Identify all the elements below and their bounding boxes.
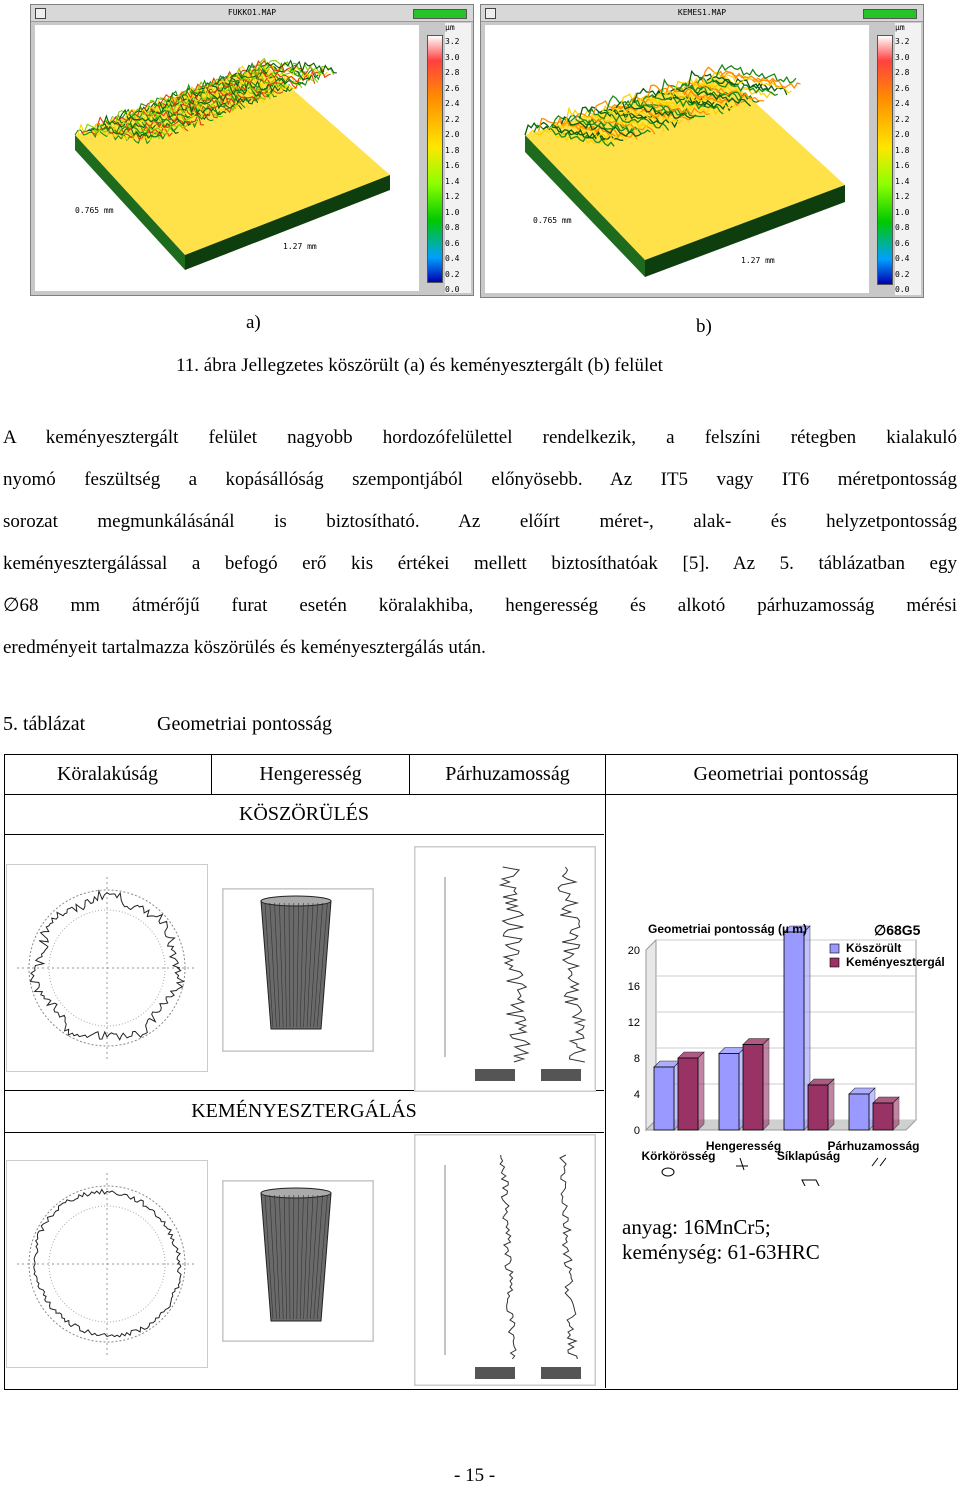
scale-tick: 0.2	[445, 270, 459, 279]
roundness-plot-ground	[6, 864, 208, 1072]
system-menu-icon[interactable]	[35, 8, 46, 19]
window-title-bar	[481, 5, 923, 22]
bar-1-0	[678, 1058, 698, 1130]
paragraph-line: eredményeit tartalmazza köszörülés és keményesztergálás után.	[3, 627, 957, 669]
bar-side	[698, 1052, 704, 1130]
table-title: Geometriai pontosság	[157, 713, 332, 736]
scale-tick: 3.2	[895, 37, 909, 46]
scale-tick: 2.0	[445, 130, 459, 139]
dim-depth-label: 0.765 mm	[533, 216, 572, 225]
page-number: - 15 -	[454, 1465, 495, 1487]
scale-tick: 1.4	[895, 177, 909, 186]
bar-side	[893, 1097, 899, 1130]
cylindricity-plot-ground	[222, 888, 374, 1052]
bar-1-1	[743, 1045, 763, 1131]
y-tick-label: 16	[628, 981, 640, 993]
section-grinding: KÖSZÖRÜLÉS	[4, 795, 604, 833]
scale-tick: 1.2	[895, 192, 909, 201]
scale-unit: µm	[895, 23, 905, 32]
scale-tick: 1.8	[895, 146, 909, 155]
scale-labels	[445, 23, 471, 293]
geometric-accuracy-chart	[608, 916, 954, 1186]
paragraph-line: nyomó feszültség a kopásállóság szempontjából előnyösebb. Az IT5 vagy IT6 méretpontosság	[3, 459, 957, 501]
y-tick-label: 8	[634, 1053, 640, 1065]
section-hard-turning: KEMÉNYESZTERGÁLÁS	[4, 1092, 604, 1130]
scale-tick: 2.6	[895, 84, 909, 93]
scale-tick: 2.2	[445, 115, 459, 124]
body-paragraph	[3, 417, 957, 669]
legend-label: Köszörült	[846, 941, 901, 955]
bar-0-1	[719, 1054, 739, 1131]
scale-tick: 0.6	[445, 239, 459, 248]
flatness-symbol-icon	[802, 1180, 820, 1186]
roundness-symbol-icon	[662, 1168, 674, 1176]
x-category-label: Párhuzamosság	[827, 1139, 919, 1153]
scale-tick: 0.8	[445, 223, 459, 232]
system-menu-icon[interactable]	[485, 8, 496, 19]
parallelism-plot-ground	[414, 846, 596, 1092]
label-a: a)	[246, 312, 261, 334]
hardness-line: keménység: 61-63HRC	[622, 1240, 820, 1265]
scale-tick: 2.8	[895, 68, 909, 77]
y-tick-label: 12	[628, 1017, 640, 1029]
window-title: KEMES1.MAP	[678, 8, 726, 17]
scale-tick: 0.4	[445, 254, 459, 263]
scale-tick: 1.6	[895, 161, 909, 170]
figure-caption: 11. ábra Jellegzetes köszörült (a) és keményesztergált (b) felület	[176, 355, 663, 377]
scale-tick: 1.2	[445, 192, 459, 201]
scale-tick: 2.6	[445, 84, 459, 93]
row-divider	[4, 834, 604, 835]
scale-tick: 3.2	[445, 37, 459, 46]
dim-depth-label: 0.765 mm	[75, 206, 114, 215]
y-tick-label: 20	[628, 945, 640, 957]
scale-tick: 1.6	[445, 161, 459, 170]
cylindricity-plot-turned	[222, 1180, 374, 1342]
scale-tick: 2.4	[895, 99, 909, 108]
parallelism-symbol-icon	[872, 1158, 886, 1166]
bar-1-2	[808, 1085, 828, 1130]
bar-1-3	[873, 1103, 893, 1130]
scale-tick: 0.4	[895, 254, 909, 263]
scale-labels	[895, 23, 921, 295]
color-scale-bar	[427, 35, 443, 283]
header-cylindricity: Hengeresség	[212, 755, 409, 793]
scale-tick: 0.0	[445, 285, 459, 294]
row-divider	[4, 1132, 604, 1133]
header-geometric-accuracy: Geometriai pontosság	[606, 755, 956, 793]
legend-swatch	[830, 958, 839, 967]
roundness-plot-turned	[6, 1160, 208, 1368]
chart-tolerance: ∅68G5	[874, 922, 920, 939]
paragraph-line: sorozat megmunkálásánál is biztosítható. Az előírt méret-, alak- és helyzetpontosság	[3, 501, 957, 543]
x-category-label: Hengeresség	[706, 1139, 781, 1153]
header-parallelism: Párhuzamosság	[410, 755, 605, 793]
progress-indicator	[863, 9, 917, 19]
paragraph-line: ∅68 mm átmérőjű furat esetén köralakhiba, hengeresség és alkotó párhuzamosság mérési	[3, 585, 957, 627]
scale-tick: 0.8	[895, 223, 909, 232]
label-b: b)	[696, 316, 712, 338]
scale-tick: 0.0	[895, 285, 909, 294]
scale-tick: 0.2	[895, 270, 909, 279]
scale-tick: 2.0	[895, 130, 909, 139]
cylindricity-symbol-icon	[736, 1158, 748, 1170]
scale-unit: µm	[445, 23, 455, 32]
scale-tick: 1.8	[445, 146, 459, 155]
surface-window-ground	[30, 4, 474, 296]
surface-plot-turned	[485, 25, 869, 293]
y-tick-label: 0	[634, 1125, 640, 1137]
dim-width-label: 1.27 mm	[741, 256, 775, 265]
header-roundness: Köralakúság	[4, 755, 211, 793]
parallelism-plot-turned	[414, 1134, 596, 1386]
paragraph-line: keményesztergálással a befogó erő kis értékei mellett biztosíthatóak [5]. Az 5. táblázatban egy	[3, 543, 957, 585]
scale-tick: 0.6	[895, 239, 909, 248]
surface-window-turned	[480, 4, 924, 298]
bar-0-3	[849, 1094, 869, 1130]
material-line: anyag: 16MnCr5;	[622, 1215, 771, 1240]
legend-swatch	[830, 944, 839, 953]
dim-width-label: 1.27 mm	[283, 242, 317, 251]
scale-tick: 3.0	[895, 53, 909, 62]
x-category-label: Síklapúság	[777, 1149, 840, 1163]
bar-side	[828, 1079, 834, 1130]
chart-title: Geometriai pontosság (µ m)	[648, 922, 807, 936]
scale-tick: 1.0	[895, 208, 909, 217]
col-divider	[605, 794, 606, 1388]
bar-0-2	[784, 932, 804, 1130]
bar-0-0	[654, 1067, 674, 1130]
scale-tick: 3.0	[445, 53, 459, 62]
table-number: 5. táblázat	[3, 713, 85, 736]
surface-plot-ground	[35, 25, 419, 291]
scale-tick: 2.8	[445, 68, 459, 77]
x-category-label: Körkörösség	[641, 1149, 715, 1163]
y-tick-label: 4	[634, 1089, 640, 1101]
progress-indicator	[413, 9, 467, 19]
window-title: FUKKO1.MAP	[228, 8, 276, 17]
legend-label: Keményesztergál	[846, 955, 945, 969]
color-scale-bar	[877, 35, 893, 285]
window-title-bar	[31, 5, 473, 22]
scale-tick: 2.4	[445, 99, 459, 108]
scale-tick: 2.2	[895, 115, 909, 124]
paragraph-line: A keményesztergált felület nagyobb hordozófelülettel rendelkezik, a felszíni rétegben kialakuló	[3, 417, 957, 459]
scale-tick: 1.4	[445, 177, 459, 186]
scale-tick: 1.0	[445, 208, 459, 217]
bar-side	[763, 1039, 769, 1131]
